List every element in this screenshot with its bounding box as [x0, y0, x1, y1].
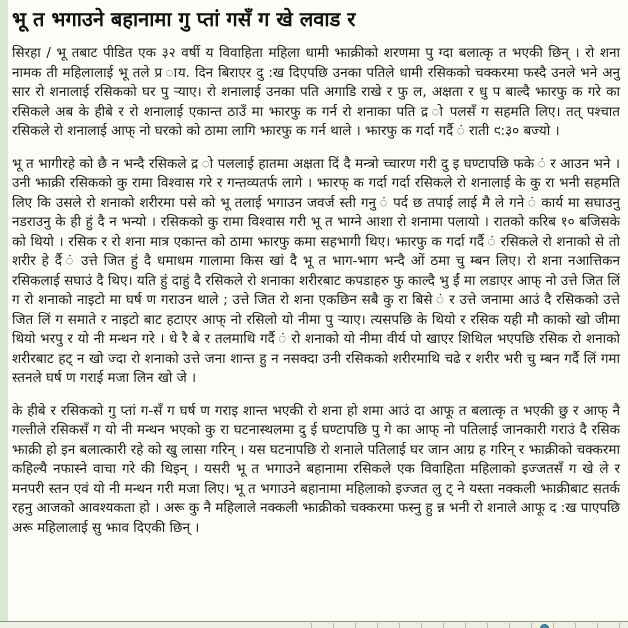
page-left-margin	[0, 0, 8, 621]
toolbar-divider-lines	[290, 623, 628, 628]
article-title: भू त भगाउने बहानामा गु प्तां गसँ ग खे लवाड र	[12, 7, 356, 31]
article-paragraph-2: भू त भागीरहे को छै न भन्दै रसिकले द्र ो पललाई हातमा अक्षता दिं दै मन्त्रो च्चारण गरी दु इ घण्टापछि फके ं र आउन भने । उनी झाक्री रसिकको कु रामा विश्वास गरे र गन्तव्यतर्फ लागे । झारफ् क गर्दा गर्दा रसिकले रो शनालाई के कु रा भनी सहमति लिए कि उसले रो शनाको शरीरमा पसे को भू तलाई भगाउन जवर्ज स्ती गनु ं पर्द छ तपाई लाई मै ले गने ं कार्य मा सघाउनु नडराउनु के ही हुं दै न भन्यो । रसिकको कु रामा विश्वास गरी भू त भाग्ने आशा रो शनामा पलायो । रातको करिब १० बजिसके को थियो । रसिक र रो शना मात्र एकान्त को ठामा झारफु कमा सहभागी थिए। झारफु क गर्दा गर्दै ं रसिकले रो शनाको से तो शरीर हे र्दै ं उत्ते जित हुं दै धमाधम गालामा किस खां दै भू त भाग-भाग भन्दै ओं ठमा चु म्बन लिए। रो शना नआत्तिकन रसिकलाई सघाउं दै थिए। यति हुं दाहुं दै रसिकले रो शनाका शरीरबाट कपडाहरु फु काल्दै भु ईं मा लडाएर आफ् नो उत्ते जित लिं ग रो शनाको नाइटो मा घर्ष ण गराउन थाले ; उत्ते जित रो शना एकछिन सबै कु रा बिसे ं र उत्ते जनामा आउं दै रसिकको उत्ते जित लिं ग समाते र नाइटो बाट हटाएर आफ् नो रसिलो यो नीमा पु ऱ्याए। त्यसपछि के थियो र रसिक यही मौ काको खो जीमा थियो भरपु र यो नी मन्थन गरे । धे रै बे र तलमाथि गर्दै ं रो शनाको यो नीमा वीर्य पो खाएर शिथिल भएपछि रसिक रो शनाको शरीरबाट हट् न खो ज्दा रो शनाको उत्ते जना शान्त हु न नसक्दा उनी रसिकको शरीरमाथि चढे र शरीर भरी चु म्बन गर्दै लिं गमा स्तनले घर्ष ण गराई मजा लिन खो जे ।	[12, 155, 620, 386]
article-paragraph-3: के हीबे र रसिकको गु प्तां ग-सँ ग घर्ष ण गराइ शान्त भएकी रो शना हो शमा आउं दा आफू त बलात्कृ त भएकी छु र आफ् नै गल्तीले रसिकसँ ग यो नी मन्थन भएको कु रा घटनास्थलमा दु ई घण्टापछि पु गे का आफ् नो पतिलाई जानकारी गराउं दै रसिक झाक्री हो इन बलात्कारी रहे को खु लासा गरिन् । यस घटनापछि रो शनाले पतिलाई घर जान आग्र ह गरिन् र झाक्रीको चक्करमा कहिल्यै नफास्ने वाचा गरे की थिइन् । यसरी भू त भगाउने बहानामा रसिकले एक विवाहिता महिलाको इज्जतसँ ग खे ले र मनपरी स्तन एवं यो नी मन्थन गरी मजा लिए। भू त भगाउने बहानामा महिलाको इज्जत लु ट् ने यस्ता नक्कली झाक्रीबाट सतर्क रहनु आजको आवश्यकता हो । अरू कु नै महिलाले नक्कली झाक्रीको चक्करमा फस्नु हु न्न भनी रो शनाले आफू द :ख पाएपछि अरू महिलालाई सु झाव दिएकी छिन् ।	[12, 402, 620, 536]
article-body	[12, 44, 620, 538]
article-paragraph-1: सिरहा / भू तबाट पीडित एक ३२ वर्षी य विवाहिता महिला धामी झाक्रीको शरणमा पु ग्दा बलात्कृ त भएकी छिन् । रो शना नामक ती महिलालाई भू तले प्र ाय. दिन बिराएर दु :ख दिएपछि उनका पतिले धामी रसिकको चक्करमा फस्दै उनले भने अनु सार रो शनालाई रसिकको घर पु ऱ्याए। रो शनालाई उनका पति अगाडि राखे र फु ल, अक्षता र धु प बाल्दै झारफु क गरे का रसिकले अब के हीबे र रो शनालाई एकान्त ठाउँ मा झारफु क गर्न रो शनाका पति द्र ो पलसँ ग सहमति लिए। तत् पश्चात रसिकले रो शनालाई आफ् नो घरको को ठामा लागि झारफु क गर्न थाले । झारफु क गर्दा गर्दै ं राती ९:३० बज्यो ।	[12, 45, 620, 139]
bottom-toolbar-edge	[0, 621, 628, 628]
blue-dot-icon	[540, 624, 549, 628]
article-content	[8, 0, 628, 621]
